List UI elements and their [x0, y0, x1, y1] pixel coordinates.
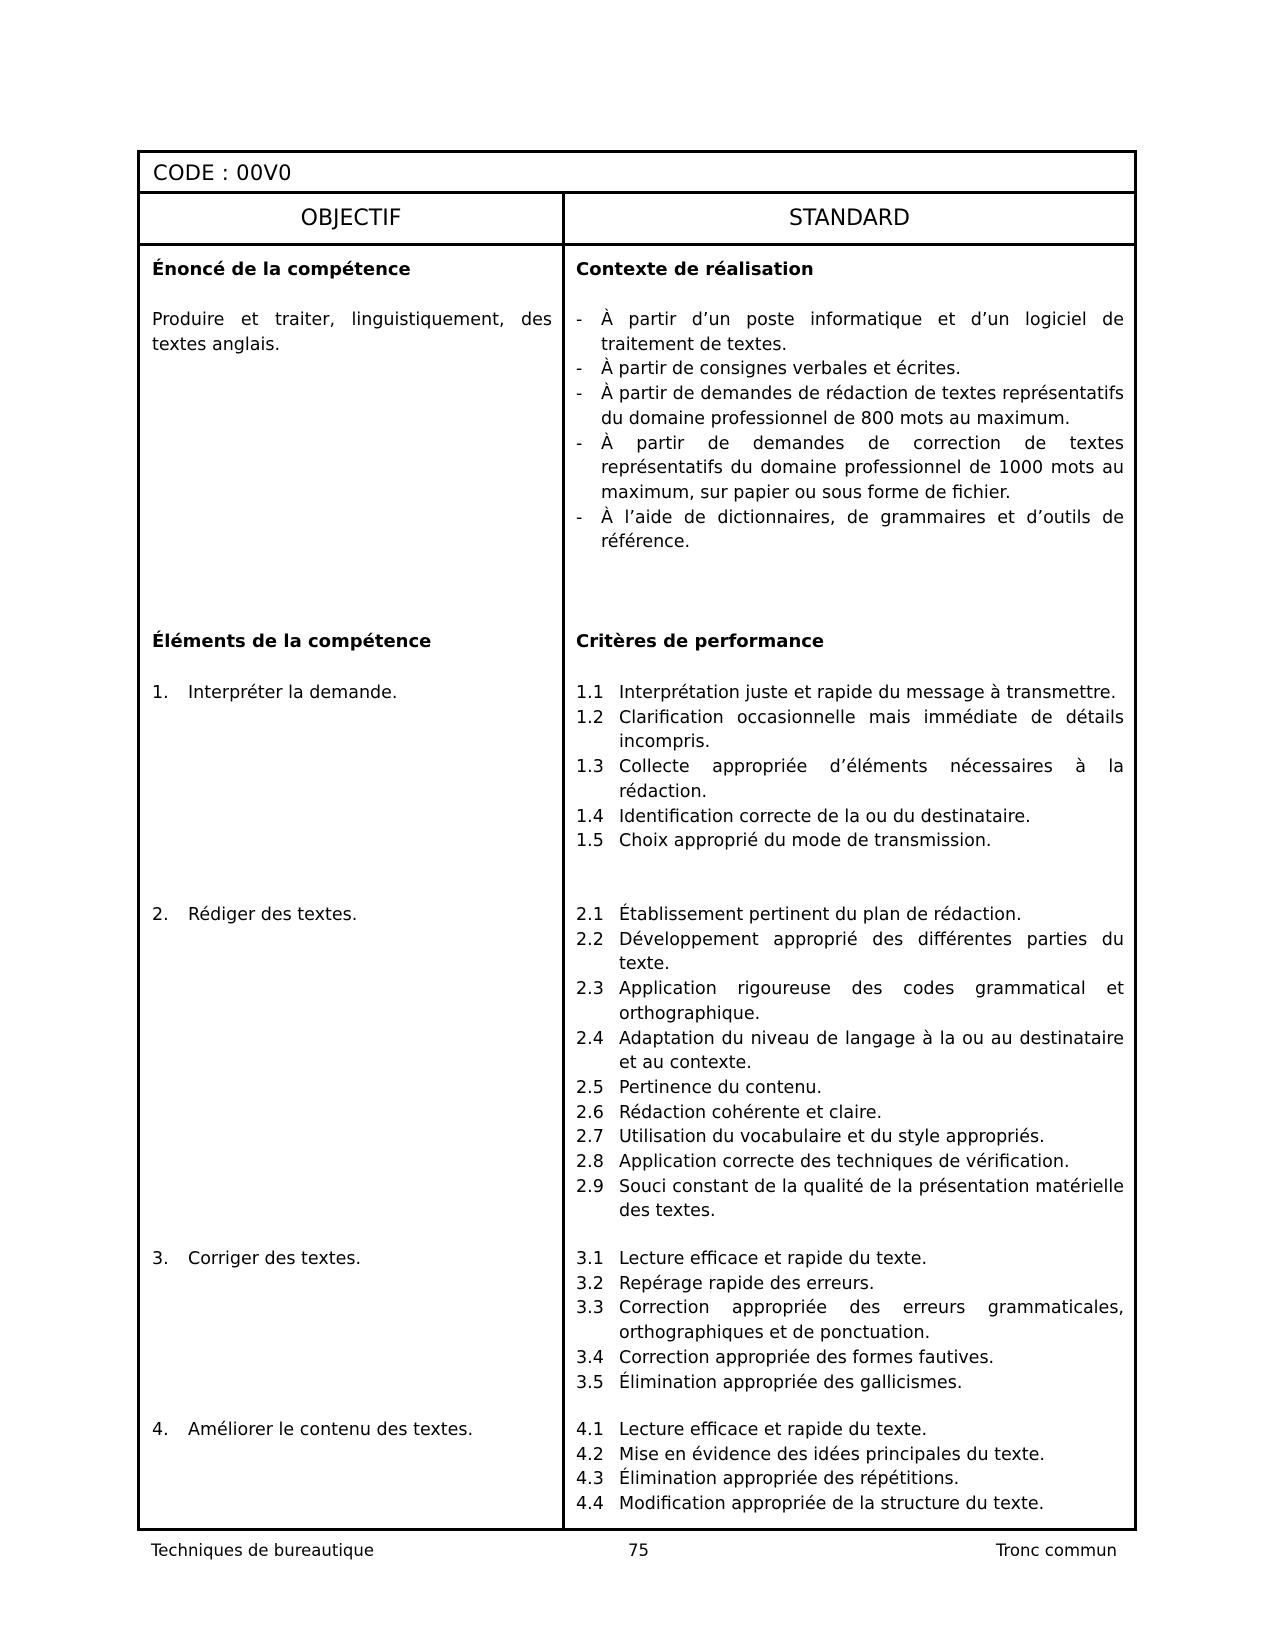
criteria-group-3	[576, 1247, 1124, 1395]
criterion-item: 2.7 Utilisation du vocabulaire et du style appropriés.	[576, 1127, 1045, 1148]
footer-right: Tronc commun	[995, 1541, 1117, 1560]
contexte-item: - À l’aide de dictionnaires, de grammaires et d’outils de référence.	[576, 507, 1124, 553]
criteres-title: Critères de performance	[576, 631, 825, 652]
criterion-item: 2.2 Développement approprié des différentes parties du texte.	[576, 929, 1124, 975]
element-item: 4. Améliorer le contenu des textes.	[152, 1420, 474, 1440]
criterion-item: 1.2 Clarification occasionnelle mais immédiate de détails incompris.	[576, 707, 1124, 753]
criteria-group-2	[576, 903, 1124, 1224]
criterion-item: 4.2 Mise en évidence des idées principales du texte.	[576, 1444, 1045, 1465]
criterion-item: 4.4 Modification appropriée de la structure du texte.	[576, 1494, 1045, 1515]
criterion-item: 3.3 Correction appropriée des erreurs grammaticales, orthographiques et de ponctuation.	[576, 1298, 1124, 1344]
objectif-header: OBJECTIF	[300, 206, 402, 231]
criterion-item: 4.1 Lecture efficace et rapide du texte.	[576, 1420, 928, 1440]
criteria-group-1	[576, 681, 1124, 854]
enonce-text: Produire et traiter, linguistiquement, des textes anglais.	[152, 310, 552, 355]
competency-table	[137, 150, 1137, 1531]
criterion-item: 3.1 Lecture efficace et rapide du texte.	[576, 1249, 928, 1269]
contexte-item: - À partir de demandes de rédaction de textes représentatifs du domaine professionnel de 800 mots au maximum.	[576, 384, 1124, 429]
element-item: 2. Rédiger des textes.	[152, 905, 358, 925]
criterion-item: 2.6 Rédaction cohérente et claire.	[576, 1102, 883, 1123]
element-item: 1. Interpréter la demande.	[152, 683, 398, 703]
contexte-title: Contexte de réalisation	[576, 259, 814, 280]
criteria-group-4	[576, 1418, 1124, 1517]
code-label: CODE : 00V0	[153, 161, 292, 185]
contexte-item: - À partir de consignes verbales et écrites.	[576, 359, 961, 380]
element-item: 3. Corriger des textes.	[152, 1249, 362, 1269]
criterion-item: 2.9 Souci constant de la qualité de la présentation matérielle des textes.	[576, 1176, 1124, 1222]
criterion-item: 1.3 Collecte appropriée d’éléments nécessaires à la rédaction.	[576, 757, 1124, 802]
criterion-item: 1.4 Identification correcte de la ou du destinataire.	[576, 806, 1031, 827]
contexte-list	[576, 308, 1124, 555]
standard-header: STANDARD	[788, 206, 911, 231]
enonce-title: Énoncé de la compétence	[152, 259, 411, 280]
criterion-item: 3.5 Élimination appropriée des gallicismes.	[576, 1372, 963, 1393]
criterion-item: 2.4 Adaptation du niveau de langage à la ou au destinataire et au contexte.	[576, 1028, 1124, 1074]
standard-column	[576, 153, 1124, 1528]
elements-title: Éléments de la compétence	[152, 631, 432, 652]
criterion-item: 2.8 Application correcte des techniques de vérification.	[576, 1152, 1070, 1173]
criterion-item: 4.3 Élimination appropriée des répétitions.	[576, 1469, 960, 1490]
criterion-item: 2.1 Établissement pertinent du plan de rédaction.	[576, 905, 1022, 925]
criterion-item: 2.5 Pertinence du contenu.	[576, 1077, 823, 1098]
footer-left: Techniques de bureautique	[151, 1541, 374, 1560]
criterion-item: 1.5 Choix approprié du mode de transmission.	[576, 831, 992, 852]
criterion-item: 3.4 Correction appropriée des formes fautives.	[576, 1347, 995, 1368]
page-number: 75	[628, 1541, 649, 1560]
contexte-item: - À partir de demandes de correction de textes représentatifs du domaine professionnel de 1000 mots au maximum, sur papier ou sous forme de fichier.	[576, 433, 1124, 503]
criterion-item: 1.1 Interprétation juste et rapide du message à transmettre.	[576, 683, 1117, 703]
criterion-item: 3.2 Repérage rapide des erreurs.	[576, 1273, 875, 1294]
objectif-column	[152, 153, 552, 1528]
criterion-item: 2.3 Application rigoureuse des codes grammatical et orthographique.	[576, 979, 1124, 1024]
contexte-item: - À partir d’un poste informatique et d’un logiciel de traitement de textes.	[576, 310, 1124, 355]
column-divider	[562, 194, 565, 1528]
